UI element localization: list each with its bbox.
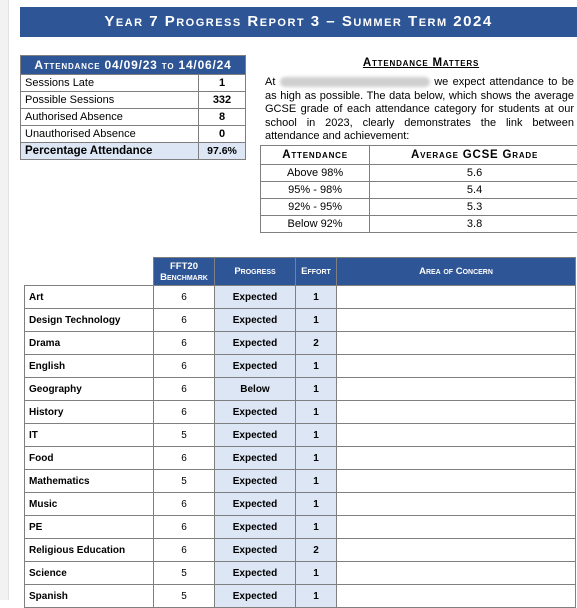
attendance-matters-text	[265, 76, 574, 144]
benchmark-cell: 6	[154, 355, 215, 378]
col-effort: Effort	[296, 258, 337, 286]
grade-band: Below 92%	[261, 216, 370, 233]
col-progress: Progress	[215, 258, 296, 286]
table-row	[25, 585, 576, 608]
attendance-value: 8	[199, 109, 246, 126]
effort-cell: 1	[296, 585, 337, 608]
progress-body	[25, 286, 576, 608]
grade-value: 5.4	[370, 182, 577, 199]
concern-cell	[337, 309, 576, 332]
benchmark-cell: 6	[154, 401, 215, 424]
subject-cell: Design Technology	[25, 309, 154, 332]
effort-cell: 1	[296, 401, 337, 424]
effort-cell: 2	[296, 539, 337, 562]
concern-cell	[337, 378, 576, 401]
benchmark-cell: 5	[154, 470, 215, 493]
table-row	[25, 332, 576, 355]
attendance-percentage-row	[21, 143, 246, 160]
attendance-label: Possible Sessions	[21, 92, 199, 109]
grade-row	[261, 216, 577, 233]
benchmark-cell: 6	[154, 286, 215, 309]
subject-cell: Music	[25, 493, 154, 516]
concern-cell	[337, 332, 576, 355]
table-row	[25, 447, 576, 470]
grade-row	[261, 199, 577, 216]
table-row	[25, 562, 576, 585]
gcse-grade-table	[260, 145, 577, 233]
percentage-value: 97.6%	[199, 143, 246, 160]
table-row	[25, 355, 576, 378]
attendance-matters-title: Attendance Matters	[265, 57, 577, 69]
benchmark-cell: 6	[154, 309, 215, 332]
table-row	[25, 470, 576, 493]
grade-row	[261, 165, 577, 182]
effort-cell: 1	[296, 562, 337, 585]
table-row	[25, 401, 576, 424]
progress-cell: Expected	[215, 401, 296, 424]
attendance-label: Sessions Late	[21, 75, 199, 92]
progress-cell: Expected	[215, 585, 296, 608]
concern-cell	[337, 493, 576, 516]
effort-cell: 1	[296, 470, 337, 493]
benchmark-cell: 6	[154, 539, 215, 562]
subject-cell: History	[25, 401, 154, 424]
progress-cell: Expected	[215, 539, 296, 562]
attendance-label: Unauthorised Absence	[21, 126, 199, 143]
effort-cell: 1	[296, 493, 337, 516]
progress-cell: Expected	[215, 355, 296, 378]
concern-cell	[337, 355, 576, 378]
attendance-value: 332	[199, 92, 246, 109]
benchmark-cell: 5	[154, 424, 215, 447]
table-row	[25, 539, 576, 562]
concern-cell	[337, 424, 576, 447]
matters-text-start: At	[265, 76, 275, 88]
col-area-of-concern: Area of Concern	[337, 258, 576, 286]
benchmark-cell: 6	[154, 493, 215, 516]
concern-cell	[337, 516, 576, 539]
concern-cell	[337, 286, 576, 309]
attendance-row	[21, 92, 246, 109]
subject-cell: Art	[25, 286, 154, 309]
table-row	[25, 286, 576, 309]
benchmark-line2: Benchmark	[160, 272, 208, 283]
table-row	[25, 424, 576, 447]
subject-cell: Science	[25, 562, 154, 585]
attendance-value: 1	[199, 75, 246, 92]
effort-cell: 2	[296, 332, 337, 355]
grade-value: 5.3	[370, 199, 577, 216]
progress-cell: Expected	[215, 470, 296, 493]
progress-cell: Expected	[215, 286, 296, 309]
subject-cell: Food	[25, 447, 154, 470]
col-benchmark	[154, 258, 215, 286]
grade-col-attendance: Attendance	[261, 146, 370, 165]
redacted-school-name	[280, 77, 430, 87]
table-row	[25, 309, 576, 332]
attendance-heading: Attendance 04/09/23 to 14/06/24	[21, 56, 246, 75]
attendance-label: Authorised Absence	[21, 109, 199, 126]
progress-cell: Expected	[215, 424, 296, 447]
benchmark-line1: FFT20	[170, 261, 198, 272]
attendance-row	[21, 109, 246, 126]
table-row	[25, 493, 576, 516]
concern-cell	[337, 539, 576, 562]
benchmark-cell: 6	[154, 332, 215, 355]
grade-band: 92% - 95%	[261, 199, 370, 216]
concern-cell	[337, 447, 576, 470]
subject-cell: Religious Education	[25, 539, 154, 562]
concern-cell	[337, 585, 576, 608]
percentage-label: Percentage Attendance	[21, 143, 199, 160]
progress-cell: Expected	[215, 562, 296, 585]
effort-cell: 1	[296, 424, 337, 447]
progress-cell: Expected	[215, 447, 296, 470]
subject-cell: Geography	[25, 378, 154, 401]
attendance-row	[21, 75, 246, 92]
subject-cell: IT	[25, 424, 154, 447]
benchmark-cell: 6	[154, 378, 215, 401]
effort-cell: 1	[296, 378, 337, 401]
benchmark-cell: 5	[154, 585, 215, 608]
progress-cell: Expected	[215, 516, 296, 539]
concern-cell	[337, 562, 576, 585]
progress-cell: Expected	[215, 332, 296, 355]
concern-cell	[337, 470, 576, 493]
effort-cell: 1	[296, 516, 337, 539]
subject-cell: English	[25, 355, 154, 378]
effort-cell: 1	[296, 355, 337, 378]
viewer-left-edge	[0, 0, 9, 600]
subject-cell: Drama	[25, 332, 154, 355]
grade-value: 5.6	[370, 165, 577, 182]
report-title: Year 7 Progress Report 3 – Summer Term 2024	[20, 7, 577, 37]
benchmark-cell: 6	[154, 516, 215, 539]
effort-cell: 1	[296, 309, 337, 332]
grade-band: 95% - 98%	[261, 182, 370, 199]
benchmark-cell: 6	[154, 447, 215, 470]
subject-cell: PE	[25, 516, 154, 539]
grade-value: 3.8	[370, 216, 577, 233]
grade-col-average: Average GCSE Grade	[370, 146, 577, 165]
progress-cell: Expected	[215, 309, 296, 332]
table-row	[25, 378, 576, 401]
benchmark-cell: 5	[154, 562, 215, 585]
effort-cell: 1	[296, 447, 337, 470]
grade-band: Above 98%	[261, 165, 370, 182]
matters-text-body: we expect attendance to be as high as possible. The data below, which shows the average GCSE grade of each attendance category for students at our school in 2023, clearly demonstrates the link between attendance and achievement:	[265, 76, 574, 142]
progress-table	[24, 257, 576, 608]
progress-corner	[25, 258, 154, 286]
progress-cell: Below	[215, 378, 296, 401]
effort-cell: 1	[296, 286, 337, 309]
progress-cell: Expected	[215, 493, 296, 516]
grade-row	[261, 182, 577, 199]
attendance-row	[21, 126, 246, 143]
table-row	[25, 516, 576, 539]
attendance-value: 0	[199, 126, 246, 143]
subject-cell: Mathematics	[25, 470, 154, 493]
attendance-table	[20, 55, 246, 160]
subject-cell: Spanish	[25, 585, 154, 608]
concern-cell	[337, 401, 576, 424]
